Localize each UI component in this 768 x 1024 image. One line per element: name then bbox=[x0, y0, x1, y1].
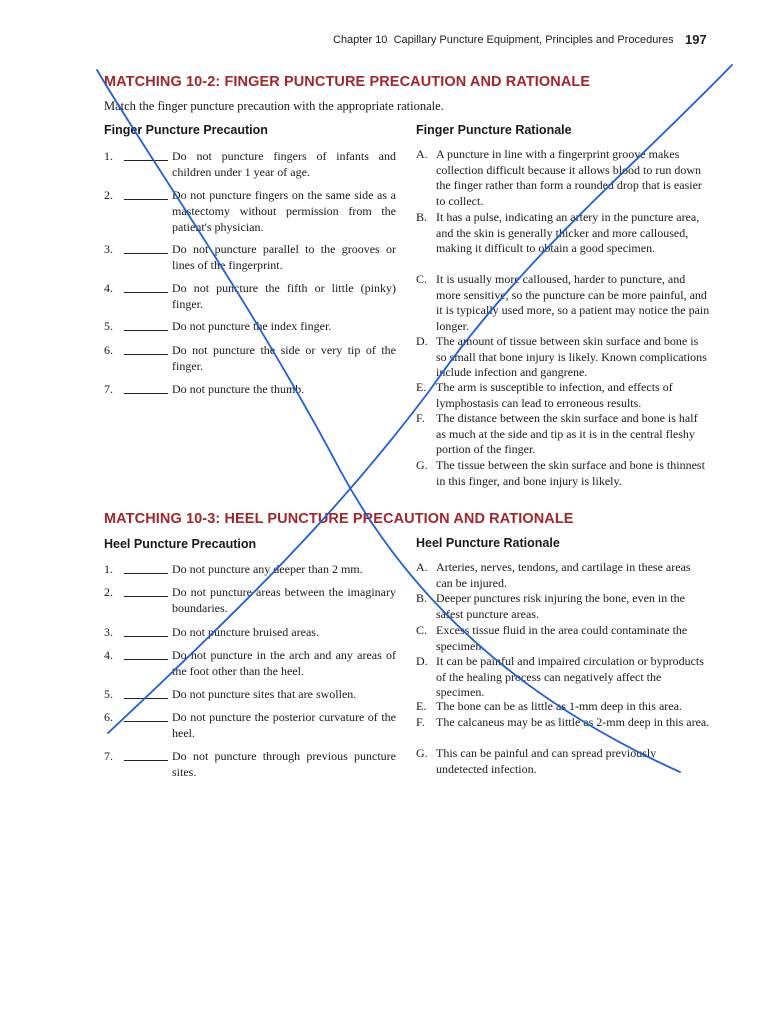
item-letter: D. bbox=[416, 334, 428, 348]
instruction-10-2: Match the finger puncture precaution with the appropriate rationale. bbox=[104, 99, 444, 113]
precaution-item bbox=[104, 318, 396, 334]
rationale-item bbox=[416, 210, 710, 257]
item-number: 1. bbox=[104, 562, 113, 576]
answer-blank[interactable] bbox=[124, 721, 168, 722]
precaution-item bbox=[104, 280, 396, 312]
item-number: 6. bbox=[104, 343, 113, 357]
answer-blank[interactable] bbox=[124, 659, 168, 660]
rationale-item bbox=[416, 272, 710, 334]
item-letter: E. bbox=[416, 699, 427, 713]
precaution-item bbox=[104, 342, 396, 374]
column-heading-precaution-10-3: Heel Puncture Precaution bbox=[104, 537, 257, 551]
answer-blank[interactable] bbox=[124, 596, 168, 597]
item-letter: B. bbox=[416, 591, 428, 605]
rationale-item bbox=[416, 560, 710, 591]
page-number: 197 bbox=[685, 32, 707, 47]
rationale-item bbox=[416, 623, 710, 654]
precaution-item bbox=[104, 381, 396, 397]
item-text: The bone can be as little as 1-mm deep in this area. bbox=[436, 699, 682, 713]
item-text: Do not puncture sites that are swollen. bbox=[172, 687, 357, 701]
item-text: Do not puncture bruised areas. bbox=[172, 625, 319, 639]
item-text: Do not puncture any deeper than 2 mm. bbox=[172, 562, 363, 576]
answer-blank[interactable] bbox=[124, 330, 168, 331]
answer-blank[interactable] bbox=[124, 160, 168, 161]
item-text: It has a pulse, indicating an artery in the puncture area, and the skin is generally thicker and more calloused, making it difficult to obtain a good specimen. bbox=[436, 210, 700, 255]
item-text: The tissue between the skin surface and bone is thinnest in this finger, and bone injury is likely. bbox=[436, 458, 705, 488]
precaution-item bbox=[104, 748, 396, 780]
item-letter: C. bbox=[416, 272, 428, 286]
item-text: This can be painful and can spread previously undetected infection. bbox=[436, 746, 657, 776]
answer-blank[interactable] bbox=[124, 698, 168, 699]
column-heading-rationale-10-2: Finger Puncture Rationale bbox=[416, 123, 572, 137]
item-number: 6. bbox=[104, 710, 113, 724]
item-letter: G. bbox=[416, 746, 428, 760]
section-title-10-2: MATCHING 10-2: FINGER PUNCTURE PRECAUTION AND RATIONALE bbox=[104, 74, 591, 90]
answer-blank[interactable] bbox=[124, 393, 168, 394]
rationale-item bbox=[416, 746, 710, 777]
rationale-item bbox=[416, 591, 710, 622]
item-text: Do not puncture the fifth or little (pinky) finger. bbox=[172, 281, 396, 311]
answer-blank[interactable] bbox=[124, 760, 168, 761]
item-number: 3. bbox=[104, 625, 113, 639]
item-text: The calcaneus may be as little as 2-mm deep in this area. bbox=[436, 715, 710, 729]
precaution-item bbox=[104, 148, 396, 180]
item-text: Arteries, nerves, tendons, and cartilage in these areas can be injured. bbox=[436, 560, 691, 590]
item-number: 3. bbox=[104, 242, 113, 256]
item-number: 2. bbox=[104, 585, 113, 599]
rationale-item bbox=[416, 380, 710, 411]
item-letter: A. bbox=[416, 147, 428, 161]
precaution-item bbox=[104, 686, 396, 702]
item-number: 4. bbox=[104, 648, 113, 662]
item-text: Deeper punctures risk injuring the bone, even in the safest puncture areas. bbox=[436, 591, 685, 621]
answer-blank[interactable] bbox=[124, 292, 168, 293]
item-letter: F. bbox=[416, 715, 425, 729]
column-heading-rationale-10-3: Heel Puncture Rationale bbox=[416, 536, 560, 550]
item-number: 5. bbox=[104, 687, 113, 701]
item-number: 2. bbox=[104, 188, 113, 202]
item-text: A puncture in line with a fingerprint groove makes collection difficult because it allows blood to run down the finger rather than form a rounded drop that is easier to collect. bbox=[436, 147, 702, 208]
answer-blank[interactable] bbox=[124, 636, 168, 637]
column-heading-precaution-10-2: Finger Puncture Precaution bbox=[104, 123, 268, 137]
precaution-item bbox=[104, 647, 396, 679]
item-number: 4. bbox=[104, 281, 113, 295]
item-text: Do not puncture parallel to the grooves or lines of the fingerprint. bbox=[172, 242, 396, 272]
precaution-item bbox=[104, 561, 396, 577]
item-letter: G. bbox=[416, 458, 428, 472]
item-number: 1. bbox=[104, 149, 113, 163]
chapter-title: Capillary Puncture Equipment, Principles and Procedures bbox=[393, 34, 674, 46]
item-text: The distance between the skin surface and bone is half as much at the side and tip as it is in the central fleshy portion of the finger. bbox=[436, 411, 698, 456]
rationale-item bbox=[416, 654, 710, 701]
item-text: The amount of tissue between skin surface and bone is so small that bone injury is likely. Known complications include infection and gangrene. bbox=[436, 334, 707, 379]
rationale-item bbox=[416, 458, 710, 489]
item-text: Excess tissue fluid in the area could contaminate the specimen. bbox=[436, 623, 688, 653]
rationale-item bbox=[416, 715, 710, 731]
item-text: Do not puncture areas between the imaginary boundaries. bbox=[172, 585, 396, 615]
precaution-item bbox=[104, 584, 396, 616]
rationale-item bbox=[416, 147, 710, 209]
rationale-item bbox=[416, 699, 710, 715]
precaution-item bbox=[104, 187, 396, 235]
item-text: Do not puncture the side or very tip of the finger. bbox=[172, 343, 396, 373]
item-letter: E. bbox=[416, 380, 427, 394]
item-text: The arm is susceptible to infection, and effects of lymphostasis can lead to erroneous results. bbox=[436, 380, 673, 410]
item-text: It is usually more calloused, harder to puncture, and more sensitive, so the puncture can be more painful, and it is typically used more, so a patient may notice the pain longer. bbox=[436, 272, 710, 333]
item-text: Do not puncture the thumb. bbox=[172, 382, 305, 396]
item-text: It can be painful and impaired circulation or byproducts of the healing process can negatively affect the specimen. bbox=[436, 654, 704, 699]
item-text: Do not puncture the posterior curvature of the heel. bbox=[172, 710, 396, 740]
item-letter: D. bbox=[416, 654, 428, 668]
answer-blank[interactable] bbox=[124, 573, 168, 574]
item-number: 7. bbox=[104, 382, 113, 396]
answer-blank[interactable] bbox=[124, 253, 168, 254]
chapter-label: Chapter 10 bbox=[333, 34, 388, 46]
rationale-item bbox=[416, 334, 710, 381]
item-number: 7. bbox=[104, 749, 113, 763]
precaution-item bbox=[104, 241, 396, 273]
answer-blank[interactable] bbox=[124, 354, 168, 355]
item-letter: F. bbox=[416, 411, 425, 425]
item-letter: B. bbox=[416, 210, 428, 224]
item-letter: A. bbox=[416, 560, 428, 574]
item-text: Do not puncture the index finger. bbox=[172, 319, 332, 333]
rationale-item bbox=[416, 411, 710, 458]
precaution-item bbox=[104, 709, 396, 741]
item-text: Do not puncture fingers of infants and children under 1 year of age. bbox=[172, 149, 396, 179]
item-number: 5. bbox=[104, 319, 113, 333]
item-text: Do not puncture fingers on the same side as a mastectomy without permission from the patient's physician. bbox=[172, 188, 396, 234]
item-letter: C. bbox=[416, 623, 428, 637]
precaution-item bbox=[104, 624, 396, 640]
section-title-10-3: MATCHING 10-3: HEEL PUNCTURE PRECAUTION AND RATIONALE bbox=[104, 511, 574, 527]
item-text: Do not puncture through previous puncture sites. bbox=[172, 749, 396, 779]
answer-blank[interactable] bbox=[124, 199, 168, 200]
item-text: Do not puncture in the arch and any areas of the foot other than the heel. bbox=[172, 648, 396, 678]
running-head bbox=[333, 34, 713, 46]
